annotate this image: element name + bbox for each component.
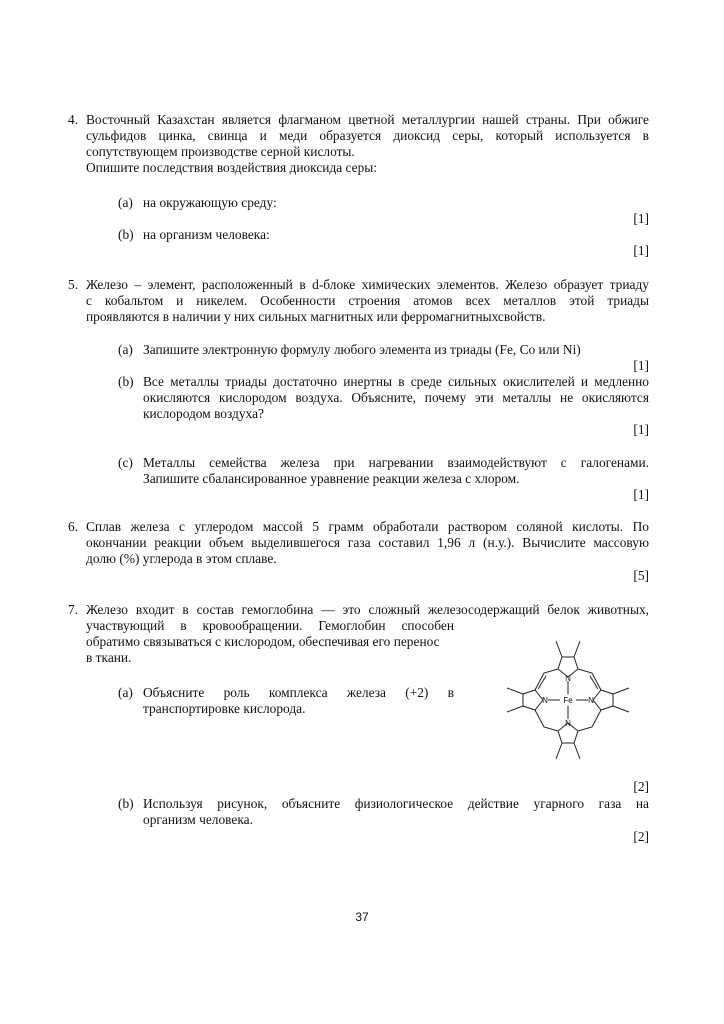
question-4a-label: (a): [118, 195, 133, 210]
n-atom-label: N: [565, 674, 571, 683]
question-4-text-line: сульфидов цинка, свинца и меди образуется диоксид серы, который используется в: [86, 128, 649, 143]
question-7a-label: (a): [118, 685, 133, 700]
question-5a-mark: [1]: [633, 358, 649, 373]
question-4-number: 4.: [68, 112, 79, 127]
question-5b-label: (b): [118, 374, 134, 389]
question-7a-mark: [2]: [633, 779, 649, 794]
n-atom-label: N: [588, 696, 594, 705]
fe-atom-label: Fe: [563, 696, 573, 705]
question-6-text-line: окончании реакции объем выделившегося газа составил 1,96 л (н.у.). Вычислите массовую: [86, 535, 649, 550]
left-pyrrole-ring: [523, 690, 543, 710]
question-7-text-line: Железо входит в состав гемоглобина — это сложный железосодержащий белок животных,: [86, 602, 649, 617]
question-7b-label: (b): [118, 796, 134, 811]
question-5b-text-line: Все металлы триады достаточно инертны в среде сильных окислителей и медленно: [143, 374, 649, 389]
question-6-text-line: Сплав железа с углеродом массой 5 грамм обработали раствором соляной кислоты. По: [86, 519, 649, 534]
question-7b-text-line: организм человека.: [143, 812, 253, 827]
question-7-number: 7.: [68, 602, 79, 617]
question-7-text-line: обратимо связываться с кислородом, обеспечивая его перенос: [86, 634, 440, 649]
question-5b-mark: [1]: [633, 422, 649, 437]
question-4-text-line: сопутствующем производстве серной кислоты.: [86, 144, 355, 159]
question-6-mark: [5]: [633, 568, 649, 583]
question-7a-text-line: транспортировке кислорода.: [143, 701, 306, 716]
question-5-number: 5.: [68, 277, 79, 292]
question-4b-label: (b): [118, 227, 134, 242]
question-4a-text: на окружающую среду:: [143, 195, 277, 210]
question-4-text-line: Восточный Казахстан является флагманом цветной металлургии нашей страны. При обжиге: [86, 112, 649, 127]
question-5a-text: Запишите электронную формулу любого элемента из триады (Fe, Co или Ni): [143, 342, 581, 357]
question-5-text-line: проявляются в наличии у них сильных магнитных или ферромагнитныхсвойств.: [86, 309, 546, 324]
question-4-text-line: Опишите последствия воздействия диоксида серы:: [86, 160, 378, 175]
question-5-text-line: Железо – элемент, расположенный в d-блоке химических элементов. Железо образует триаду: [86, 277, 649, 292]
question-5-text-line: с кобальтом и никелем. Особенности строения атомов всех металлов этой триады: [86, 293, 649, 308]
question-7b-mark: [2]: [633, 829, 649, 844]
question-6-text-line: долю (%) углерода в этом сплаве.: [86, 551, 277, 566]
page-number: 37: [355, 910, 369, 924]
n-atom-label: N: [542, 696, 548, 705]
question-4b-mark: [1]: [633, 243, 649, 258]
question-7-text-line: в ткани.: [86, 650, 132, 665]
n-atom-label: N: [565, 719, 571, 728]
question-5b-text-line: окисляются кислородом воздуха. Объясните, почему эти металлы не окисляются: [143, 390, 649, 405]
question-5c-label: (c): [118, 455, 133, 470]
question-4b-text: на организм человека:: [143, 227, 270, 242]
question-7a-text-line: Объясните роль комплекса железа (+2) в: [143, 685, 454, 700]
question-7-text-line: участвующий в кровообращении. Гемоглобин способен: [86, 618, 454, 633]
question-5c-text-line: Запишите сбалансированное уравнение реакции железа с хлором.: [143, 471, 520, 486]
question-7b-text-line: Используя рисунок, объясните физиологическое действие угарного газа на: [143, 796, 649, 811]
question-5b-text-line: кислородом воздуха?: [143, 406, 264, 421]
right-pyrrole-ring: [593, 690, 613, 710]
question-5c-mark: [1]: [633, 487, 649, 502]
heme-structure-figure: [488, 625, 648, 775]
question-6-number: 6.: [68, 519, 79, 534]
question-4a-mark: [1]: [633, 211, 649, 226]
question-5a-label: (a): [118, 342, 133, 357]
question-5c-text-line: Металлы семейства железа при нагревании взаимодействуют с галогенами.: [143, 455, 649, 470]
